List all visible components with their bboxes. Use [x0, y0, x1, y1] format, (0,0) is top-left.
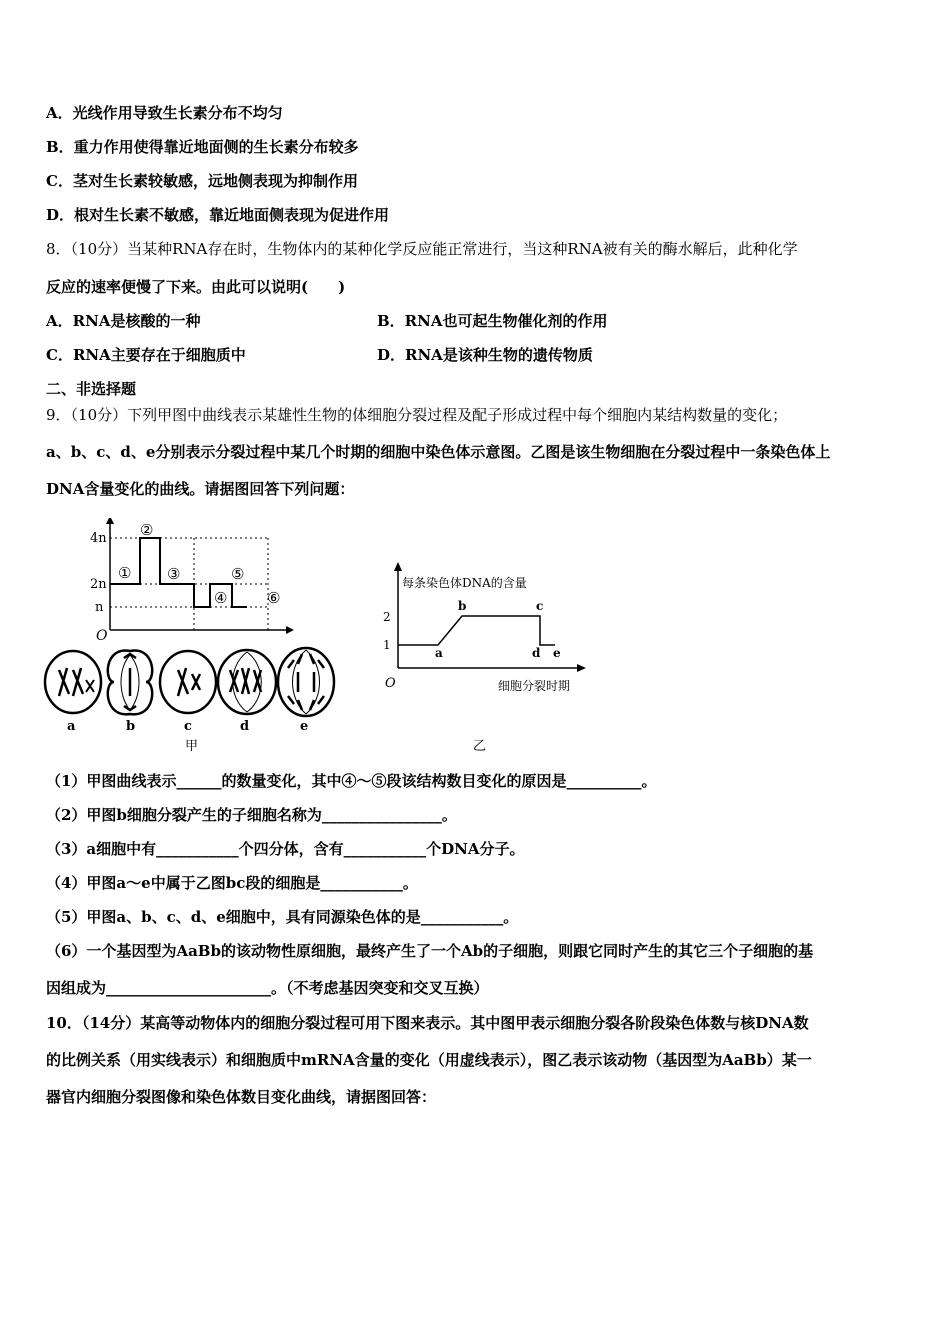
q9-sub-3: （3）a细胞中有___________个四分体，含有___________个DNA分子。 — [46, 840, 525, 858]
cell-a — [45, 651, 101, 713]
q8-option-d: D．RNA是该种生物的遗传物质 — [377, 346, 593, 364]
cell-e — [278, 648, 334, 716]
q7-option-d: D．根对生长素不敏感，靠近地面侧表现为促进作用 — [46, 206, 390, 224]
yi-origin: O — [385, 676, 396, 691]
jia-tick-4n: 4n — [90, 531, 107, 546]
figure-jia — [40, 518, 340, 758]
q7-option-b: B．重力作用使得靠近地面侧的生长素分布较多 — [46, 138, 359, 156]
yi-tick-1: 1 — [383, 638, 391, 652]
figure-yi — [375, 560, 590, 755]
q8-stem-line1: 8．（10分）当某种RNA存在时，生物体内的某种化学反应能正常进行，当这种RNA被有关的酶水解后，此种化学 — [46, 240, 798, 258]
cell-d — [218, 650, 276, 714]
figure-jia-caption: 甲 — [185, 739, 199, 754]
cell-label-e: e — [300, 719, 309, 734]
q9-sub-2: （2）甲图b细胞分裂产生的子细胞名称为________________。 — [46, 806, 457, 824]
cell-label-b: b — [126, 719, 136, 734]
q9-sub-5: （5）甲图a、b、c、d、e细胞中，具有同源染色体的是___________。 — [46, 908, 519, 926]
cell-label-d: d — [240, 719, 250, 734]
cell-label-c: c — [184, 719, 192, 734]
q8-option-c: C．RNA主要存在于细胞质中 — [46, 346, 246, 364]
q8-option-a: A．RNA是核酸的一种 — [46, 312, 201, 330]
yi-point-d: d — [532, 646, 541, 660]
yi-ylabel: 每条染色体DNA的含量 — [402, 576, 527, 590]
yi-dna-curve — [398, 616, 555, 645]
jia-segment-5: ⑤ — [231, 565, 245, 583]
cell-c — [160, 651, 216, 713]
q10-stem-line2: 的比例关系（用实线表示）和细胞质中mRNA含量的变化（用虚线表示），图乙表示该动物（基因型为AaBb）某一 — [46, 1051, 812, 1069]
q8-option-b: B．RNA也可起生物催化剂的作用 — [377, 312, 608, 330]
jia-origin: O — [96, 628, 108, 644]
cell-label-a: a — [67, 719, 76, 734]
yi-x-arrow — [577, 664, 586, 672]
yi-point-e: e — [553, 646, 561, 660]
q9-stem-line1: 9．（10分）下列甲图中曲线表示某雄性生物的体细胞分裂过程及配子形成过程中每个细胞内某结构数量的变化； — [46, 406, 788, 424]
section-title: 二、非选择题 — [46, 380, 137, 398]
cell-b — [108, 651, 152, 715]
yi-xlabel: 细胞分裂时期 — [498, 679, 571, 693]
jia-segment-4: ④ — [214, 589, 228, 607]
q7-option-c: C．茎对生长素较敏感，远地侧表现为抑制作用 — [46, 172, 358, 190]
jia-segment-3: ③ — [167, 565, 181, 583]
q9-sub-1: （1）甲图曲线表示______的数量变化，其中④～⑤段该结构数目变化的原因是__________。 — [46, 772, 657, 790]
jia-tick-n: n — [95, 600, 104, 615]
yi-point-b: b — [458, 599, 467, 613]
yi-point-a: a — [435, 646, 443, 660]
jia-tick-2n: 2n — [90, 577, 107, 592]
q10-stem-line3: 器官内细胞分裂图像和染色体数目变化曲线，请据图回答： — [46, 1088, 437, 1106]
yi-y-arrow — [394, 562, 402, 571]
jia-segment-1: ① — [118, 564, 132, 582]
q10-stem-line1: 10．（14分）某高等动物体内的细胞分裂过程可用下图来表示。其中图甲表示细胞分裂各阶段染色体数与核DNA数 — [46, 1014, 809, 1032]
yi-point-c: c — [536, 599, 544, 613]
q9-sub-6-line2: 因组成为______________________。（不考虑基因突变和交叉互换） — [46, 979, 489, 997]
q9-sub-4: （4）甲图a～e中属于乙图bc段的细胞是___________。 — [46, 874, 418, 892]
yi-tick-2: 2 — [383, 610, 391, 624]
q9-stem-line3: DNA含量变化的曲线。请据图回答下列问题： — [46, 480, 355, 498]
q9-sub-6-line1: （6）一个基因型为AaBb的该动物性原细胞，最终产生了一个Ab的子细胞，则跟它同时产生的其它三个子细胞的基 — [46, 942, 814, 960]
q7-option-a: A．光线作用导致生长素分布不均匀 — [46, 104, 283, 122]
jia-segment-2: ② — [140, 521, 154, 539]
figure-yi-caption: 乙 — [473, 739, 487, 754]
jia-x-arrow — [286, 626, 294, 634]
jia-segment-6: ⑥ — [267, 589, 281, 607]
jia-y-arrow — [106, 518, 114, 524]
q8-stem-line2: 反应的速率便慢了下来。由此可以说明( ) — [46, 278, 346, 296]
q9-stem-line2: a、b、c、d、e分别表示分裂过程中某几个时期的细胞中染色体示意图。乙图是该生物细胞在分裂过程中一条染色体上 — [46, 443, 831, 461]
